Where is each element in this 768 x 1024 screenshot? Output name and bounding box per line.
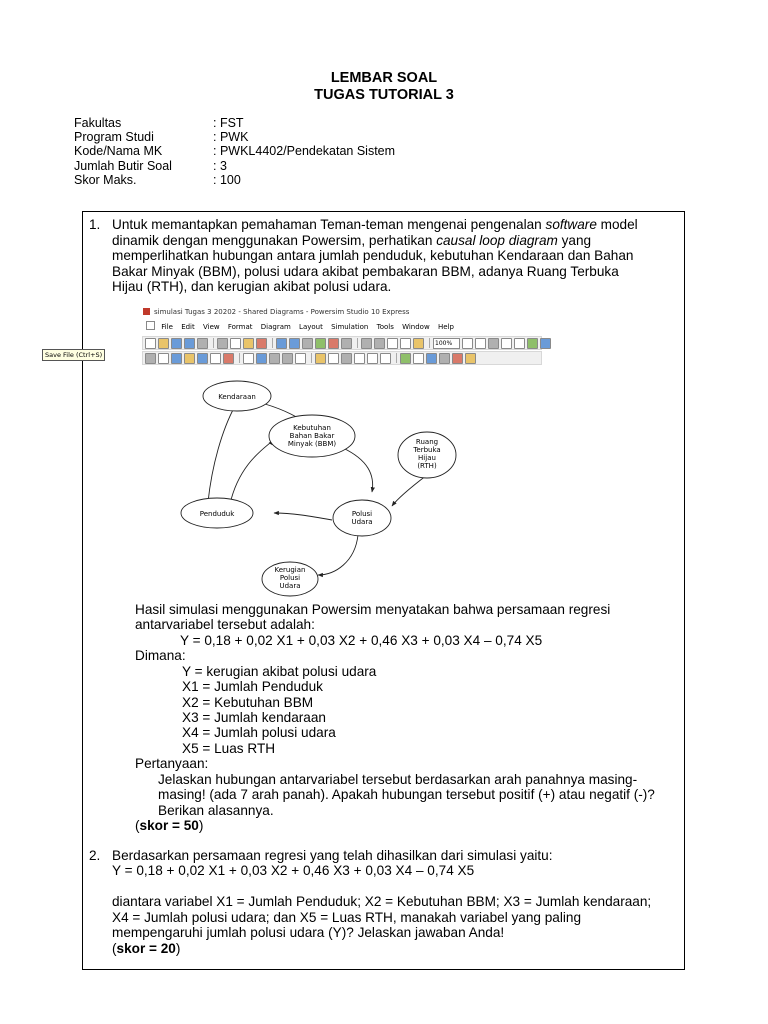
menu-format[interactable]: Format	[227, 323, 253, 331]
node-kendaraan-label: Kendaraan	[218, 393, 256, 401]
node-polusi-label-1: Polusi	[351, 510, 373, 518]
forward-icon[interactable]	[374, 338, 385, 349]
menu-file[interactable]: File	[161, 323, 173, 331]
menu-diagram[interactable]: Diagram	[260, 323, 291, 331]
meta-row-skor: Skor Maks. : 100	[74, 172, 241, 187]
align-left-icon[interactable]	[354, 353, 365, 364]
q1-intro-line5: Hijau (RTH), dan kerugian akibat polusi udara.	[112, 279, 392, 294]
undo-icon[interactable]	[276, 338, 287, 349]
q2-line4: X4 = Jumlah polusi udara; dan X5 = Luas RTH, manakah variabel yang paling	[112, 910, 582, 925]
q2-number: 2.	[89, 848, 101, 863]
q1-pertanyaan: Pertanyaan:	[135, 756, 209, 771]
node-kebutuhan-label-1: Kebutuhan	[293, 424, 331, 432]
link-icon[interactable]	[223, 353, 234, 364]
redo-icon[interactable]	[289, 338, 300, 349]
zoom-out-icon[interactable]	[475, 338, 486, 349]
chart-icon[interactable]	[514, 338, 525, 349]
powersim-app-icon	[143, 308, 150, 315]
pointer-icon[interactable]	[145, 353, 156, 364]
arrow-penduduk-to-bbm	[230, 440, 273, 504]
node-rth-label-4: (RTH)	[417, 462, 437, 470]
node-penduduk-label: Penduduk	[199, 510, 235, 518]
align-right-icon[interactable]	[380, 353, 391, 364]
arrow-icon[interactable]	[282, 353, 293, 364]
back-icon[interactable]	[361, 338, 372, 349]
open-folder-icon[interactable]	[158, 338, 169, 349]
zoom-select[interactable]: 100%	[433, 338, 460, 349]
save-all-icon[interactable]	[184, 338, 195, 349]
q1-score: (skor = 50)	[135, 818, 204, 833]
align-center-icon[interactable]	[367, 353, 378, 364]
group-icon[interactable]	[400, 353, 411, 364]
line-style-icon[interactable]	[341, 353, 352, 364]
q1-intro-line4: Bakar Minyak (BBM), polusi udara akibat pembakaran BBM, adanya Ruang Terbuka	[112, 264, 619, 279]
menu-help[interactable]: Help	[437, 323, 454, 331]
constant-icon[interactable]	[197, 353, 208, 364]
copy-icon[interactable]	[230, 338, 241, 349]
q1-number: 1.	[89, 217, 101, 232]
text-icon[interactable]	[158, 353, 169, 364]
node-rth-label-2: Terbuka	[413, 446, 441, 454]
line-icon[interactable]	[269, 353, 280, 364]
rectangle-icon[interactable]	[243, 353, 254, 364]
menu-simulation[interactable]: Simulation	[331, 323, 369, 331]
send-back-icon[interactable]	[439, 353, 450, 364]
arrow-polusi-to-penduduk	[274, 513, 332, 520]
q1-var-x1: X1 = Jumlah Penduduk	[182, 679, 323, 694]
zoom-fit-icon[interactable]	[488, 338, 499, 349]
delete-icon[interactable]	[256, 338, 267, 349]
q1-var-x4: X4 = Jumlah polusi udara	[182, 725, 336, 740]
fill-color-icon[interactable]	[315, 353, 326, 364]
info-icon[interactable]	[540, 338, 551, 349]
table-icon[interactable]	[501, 338, 512, 349]
drawing-toolbar	[142, 351, 542, 365]
q1-result-line1: Hasil simulasi menggunakan Powersim menyatakan bahwa persamaan regresi	[135, 602, 611, 617]
auxiliary-icon[interactable]	[184, 353, 195, 364]
node-kebutuhan-label-2: Bahan Bakar	[289, 432, 335, 440]
stop-icon[interactable]	[328, 338, 339, 349]
window-title: simulasi Tugas 3 20202 - Shared Diagrams - Powersim Studio 10 Express	[154, 308, 410, 316]
arrow-bbm-to-polusi	[343, 448, 373, 492]
zoom-in-icon[interactable]	[462, 338, 473, 349]
q2-line5: mempengaruhi jumlah polusi udara (Y)? Jelaskan jawaban Anda!	[112, 925, 505, 940]
meta-row-jumlah: Jumlah Butir Soal : 3	[74, 158, 227, 173]
flow-icon[interactable]	[210, 353, 221, 364]
q1-result-line2: antarvariabel tersebut adalah:	[135, 617, 315, 632]
q1-var-x2: X2 = Kebutuhan BBM	[182, 695, 314, 710]
new-file-icon[interactable]	[145, 338, 156, 349]
menu-bar	[140, 321, 547, 334]
q1-equation: Y = 0,18 + 0,02 X1 + 0,03 X2 + 0,46 X3 + 0,03 X4 – 0,74 X5	[180, 633, 543, 648]
window-titlebar	[140, 305, 547, 319]
bulb-icon[interactable]	[413, 338, 424, 349]
q1-question-line2: masing! (ada 7 arah panah). Apakah hubungan tersebut positif (+) atau negatif (-)?	[158, 787, 655, 802]
q1-intro-line1: Untuk memantapkan pemahaman Teman-teman mengenai pengenalan software model	[112, 217, 638, 232]
arrow-penduduk-to-kendaraan	[208, 406, 235, 502]
q2-equation: Y = 0,18 + 0,02 X1 + 0,03 X2 + 0,46 X3 + 0,03 X4 – 0,74 X5	[112, 863, 475, 878]
q1-dimana: Dimana:	[135, 648, 186, 663]
causal-loop-diagram	[140, 370, 480, 600]
meta-table	[74, 116, 395, 187]
meta-row-kode: Kode/Nama MK : PWKL4402/Pendekatan Sistem	[74, 144, 396, 159]
q1-intro-line3: memperlihatkan hubungan antara jumlah penduduk, kebutuhan Kendaraan dan Bahan	[112, 248, 634, 263]
q1-var-x3: X3 = Jumlah kendaraan	[182, 710, 326, 725]
meta-row-fakultas: Fakultas : FST	[74, 116, 244, 130]
meta-row-prodi: Program Studi : PWK	[74, 130, 249, 145]
doc-subtitle: TUGAS TUTORIAL 3	[314, 87, 454, 103]
doc-title: LEMBAR SOAL	[330, 70, 438, 86]
print-icon[interactable]	[197, 338, 208, 349]
node-kerugian-label-3: Udara	[279, 582, 301, 590]
q1-question-line1: Jelaskan hubungan antarvariabel tersebut berdasarkan arah panahnya masing-	[158, 772, 638, 787]
run-icon[interactable]	[315, 338, 326, 349]
node-kebutuhan-label-3: Minyak (BBM)	[287, 440, 337, 448]
document-icon	[146, 321, 155, 330]
q2-score: (skor = 20)	[112, 941, 181, 956]
arrow-rth-to-polusi	[392, 475, 427, 506]
menu-edit[interactable]: Edit	[181, 323, 195, 331]
flip-icon[interactable]	[465, 353, 476, 364]
ellipse-icon[interactable]	[256, 353, 267, 364]
q1-intro-line2: dinamik dengan menggunakan Powersim, perhatikan causal loop diagram yang	[112, 233, 592, 248]
menu-view[interactable]: View	[202, 323, 220, 331]
ungroup-icon[interactable]	[413, 353, 424, 364]
cut-icon[interactable]	[217, 338, 228, 349]
node-rth-label-1: Ruang	[415, 438, 439, 446]
q2-line1: Berdasarkan persamaan regresi yang telah dihasilkan dari simulasi yaitu:	[112, 848, 553, 863]
menu-window[interactable]: Window	[402, 323, 430, 331]
node-kerugian-label-1: Kerugian	[274, 566, 306, 574]
q1-var-y: Y = kerugian akibat polusi udara	[182, 664, 377, 679]
standard-toolbar	[142, 336, 542, 350]
node-kerugian-label-2: Polusi	[279, 574, 301, 582]
menu-tools[interactable]: Tools	[376, 323, 394, 331]
q1-question-line3: Berikan alasannya.	[158, 803, 274, 818]
rotate-icon[interactable]	[452, 353, 463, 364]
paste-icon[interactable]	[243, 338, 254, 349]
level-icon[interactable]	[171, 353, 182, 364]
layout-icon[interactable]	[387, 338, 398, 349]
save-file-tooltip: Save File (Ctrl+S)	[42, 349, 105, 361]
line-color-icon[interactable]	[328, 353, 339, 364]
q1-var-x5: X5 = Luas RTH	[182, 741, 276, 756]
save-icon[interactable]	[171, 338, 182, 349]
image-icon[interactable]	[295, 353, 306, 364]
bring-front-icon[interactable]	[426, 353, 437, 364]
grid-icon[interactable]	[400, 338, 411, 349]
tools-icon[interactable]	[302, 338, 313, 349]
node-polusi-label-2: Udara	[351, 518, 373, 526]
node-rth-label-3: Hijau	[418, 454, 436, 462]
step-icon[interactable]	[341, 338, 352, 349]
arrow-polusi-to-kerugian	[318, 535, 358, 575]
q2-line3: diantara variabel X1 = Jumlah Penduduk; X2 = Kebutuhan BBM; X3 = Jumlah kendaraan;	[112, 894, 652, 909]
flag-icon[interactable]	[527, 338, 538, 349]
menu-layout[interactable]: Layout	[299, 323, 323, 331]
